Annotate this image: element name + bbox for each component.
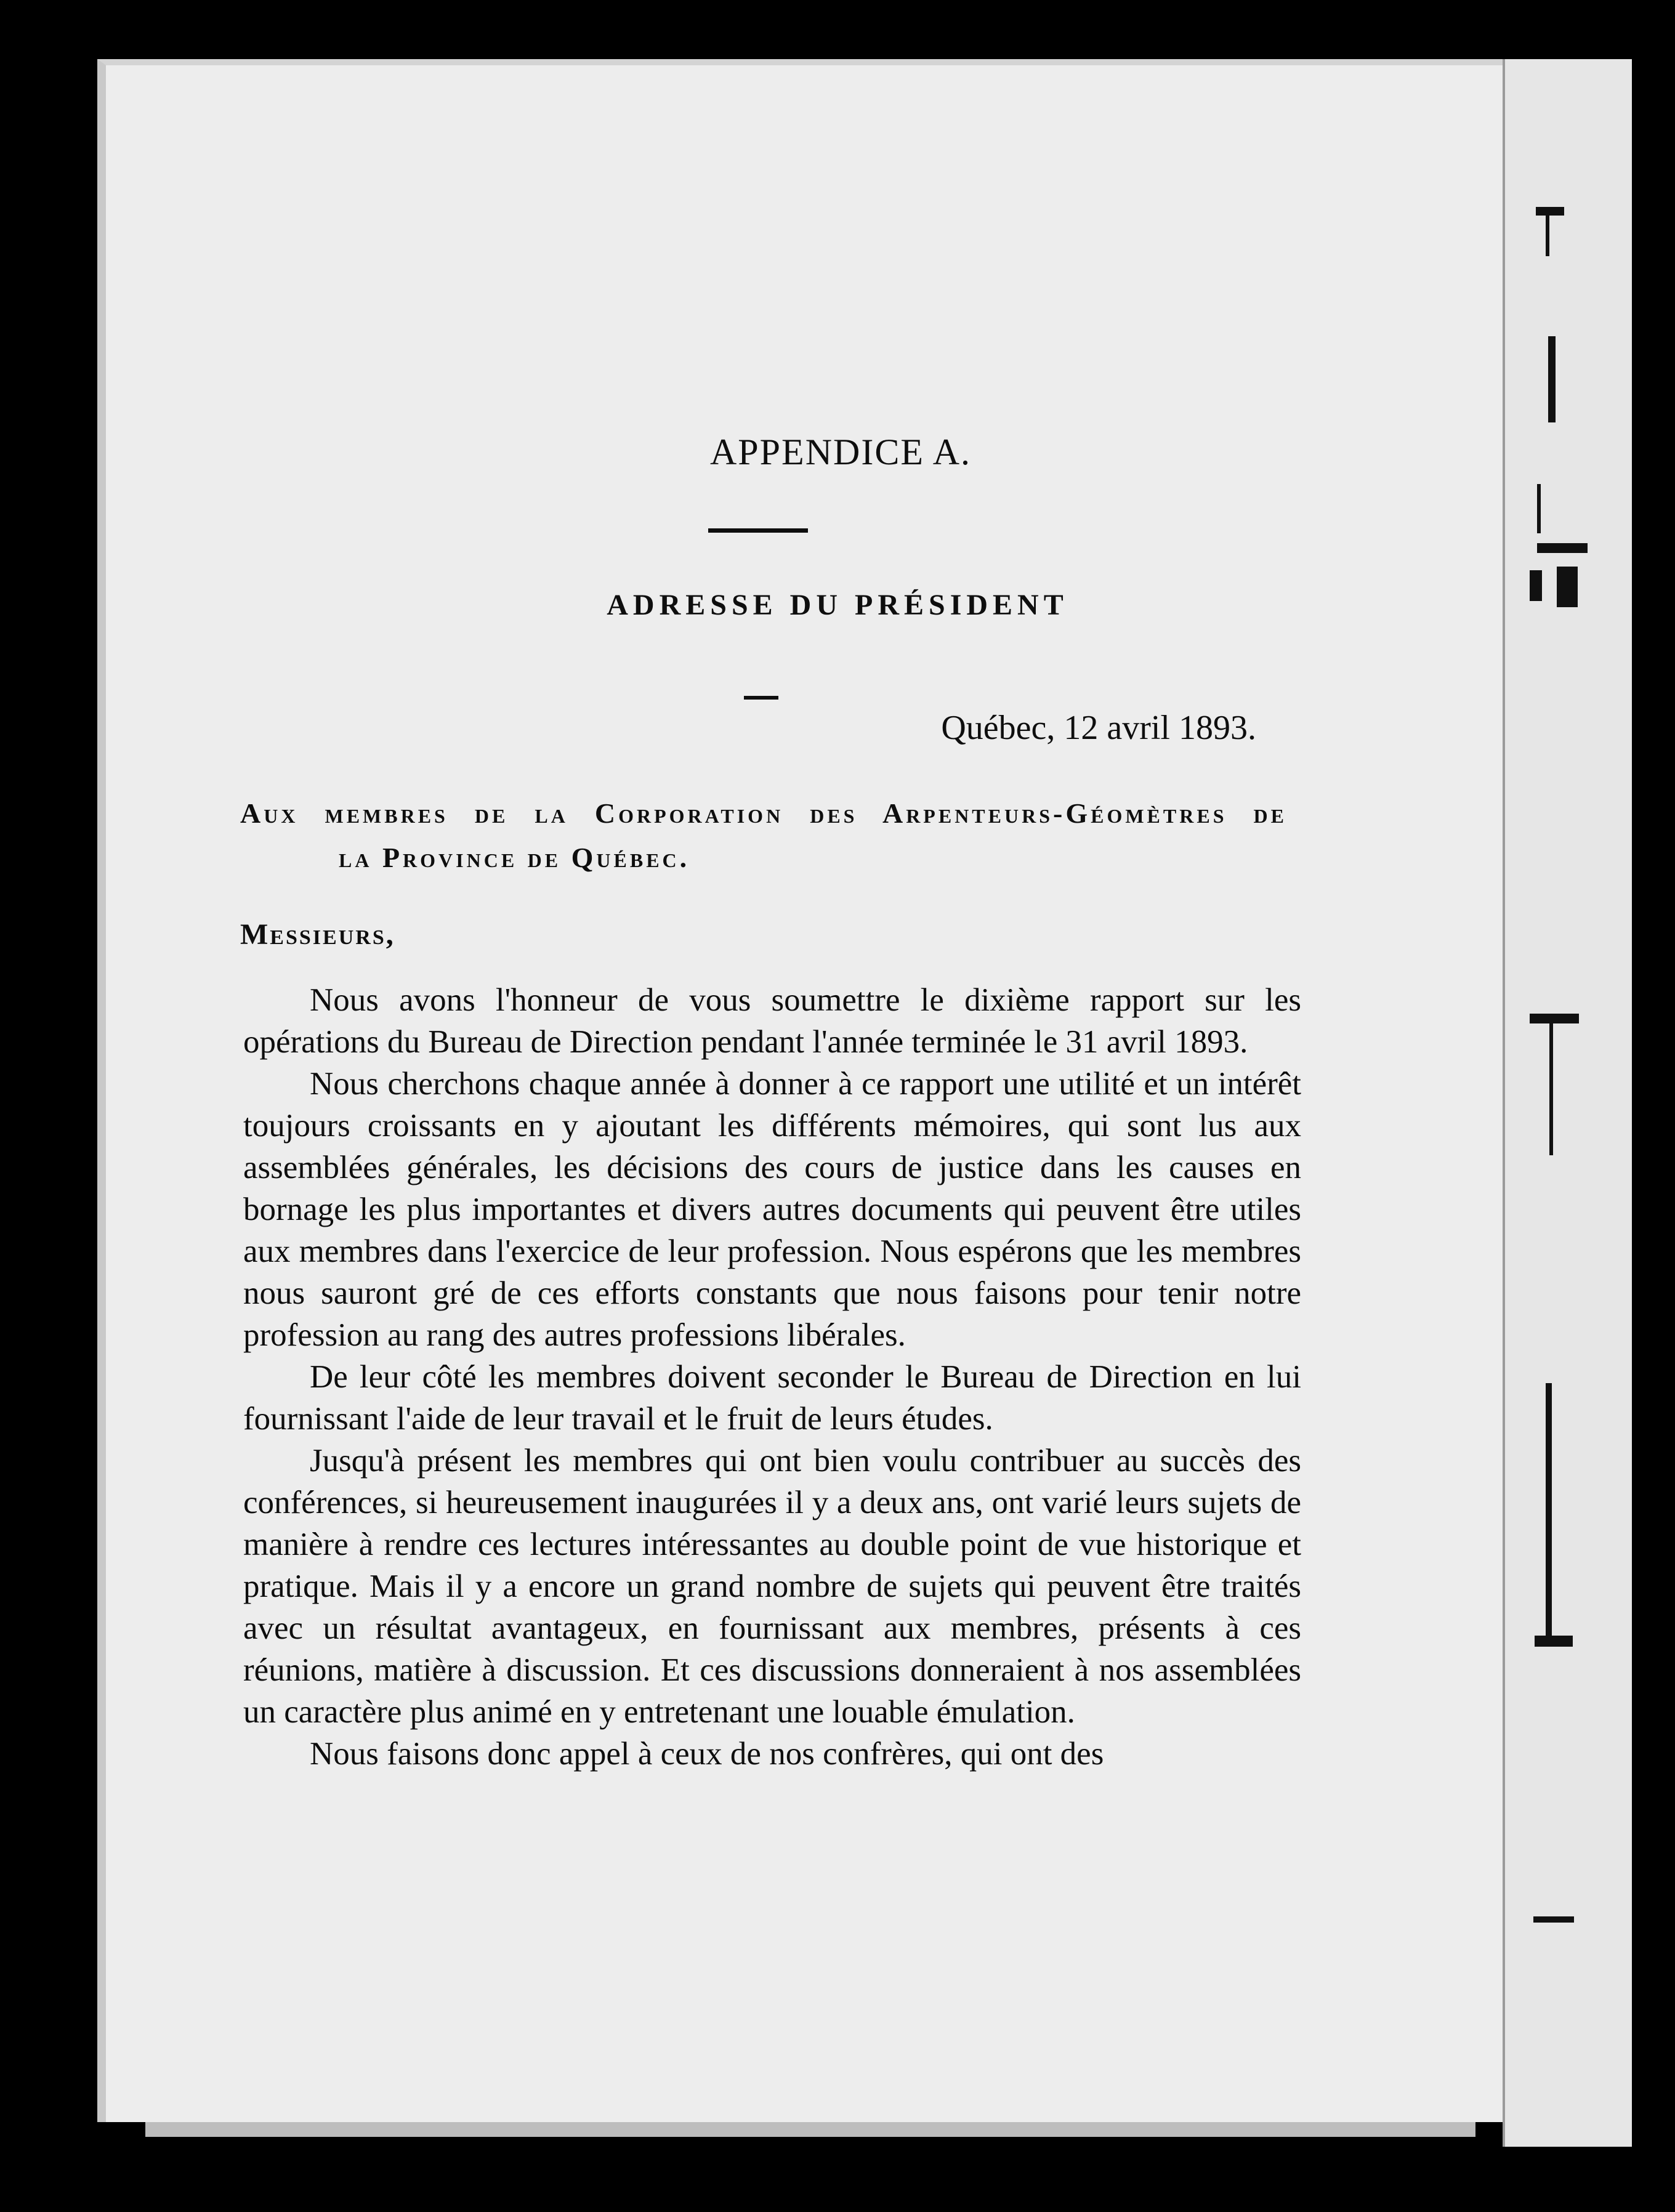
appendix-title: APPENDICE A.: [709, 432, 972, 472]
paragraph-1: Nous avons l'honneur de vous soumettre le dixième rapport sur les opérations du Bureau de Direction pendant l'année terminée le 31 avril 1893.: [243, 982, 1301, 1060]
binding-mark: [1548, 336, 1556, 422]
title-rule: [708, 528, 808, 533]
dateline: Québec, 12 avril 1893.: [941, 709, 1256, 747]
paragraph-2: Nous cherchons chaque année à donner à ce rapport une utilité et un intérêt toujours croissants en y ajoutant les différents mémoires, qui sont lus aux assemblées générales, les décisions des cours de justice dans les causes en bornage les plus importantes et divers autres documents qui peuvent être utiles aux membres dans l'exercice de leur profession. Nous espérons que les membres nous sauront gré de ces efforts constants que nous faisons pour tenir notre profession au rang des autres professions libérales.: [243, 1066, 1301, 1353]
body-text: [243, 979, 1301, 1775]
paragraph-4: Jusqu'à présent les membres qui ont bien voulu contribuer au succès des conférences, si heureusement inaugurées il y a deux ans, ont varié leurs sujets de manière à rendre ces lectures intéressantes au double point de vue historique et pratique. Mais il y a encore un grand nombre de sujets qui peuvent être traités avec un résultat avantageux, en fournissant aux membres, présents à ces réunions, matière à discussion. Et ces discussions donneraient à nos assemblées un caractère plus animé en y entretenant une louable émulation.: [243, 1443, 1301, 1730]
subtitle-dash: [744, 696, 778, 700]
binding-mark: [1535, 1636, 1573, 1647]
addressee: [240, 791, 1287, 880]
section-subtitle: ADRESSE DU PRÉSIDENT: [607, 589, 1068, 621]
addressee-line-2: la Province de Québec.: [339, 842, 690, 873]
binding-mark: [1546, 213, 1549, 256]
binding-mark: [1533, 1916, 1574, 1923]
page-bottom-edge: [145, 2122, 1475, 2137]
binding-mark: [1537, 543, 1588, 553]
binding-mark: [1536, 207, 1564, 216]
binding-mark: [1530, 1014, 1579, 1023]
binding-mark: [1537, 484, 1541, 533]
binding-mark: [1549, 1020, 1553, 1155]
paragraph-5: Nous faisons donc appel à ceux de nos confrères, qui ont des: [310, 1736, 1104, 1772]
binding-mark: [1546, 1383, 1552, 1642]
paragraph-3: De leur côté les membres doivent seconder le Bureau de Direction en lui fournissant l'aide de leur travail et le fruit de leurs études.: [243, 1359, 1301, 1437]
next-page-strip: [1503, 59, 1632, 2147]
salutation: Messieurs,: [240, 918, 395, 951]
addressee-line-1: Aux membres de la Corporation des Arpenteurs-Géomètres de: [240, 797, 1287, 829]
